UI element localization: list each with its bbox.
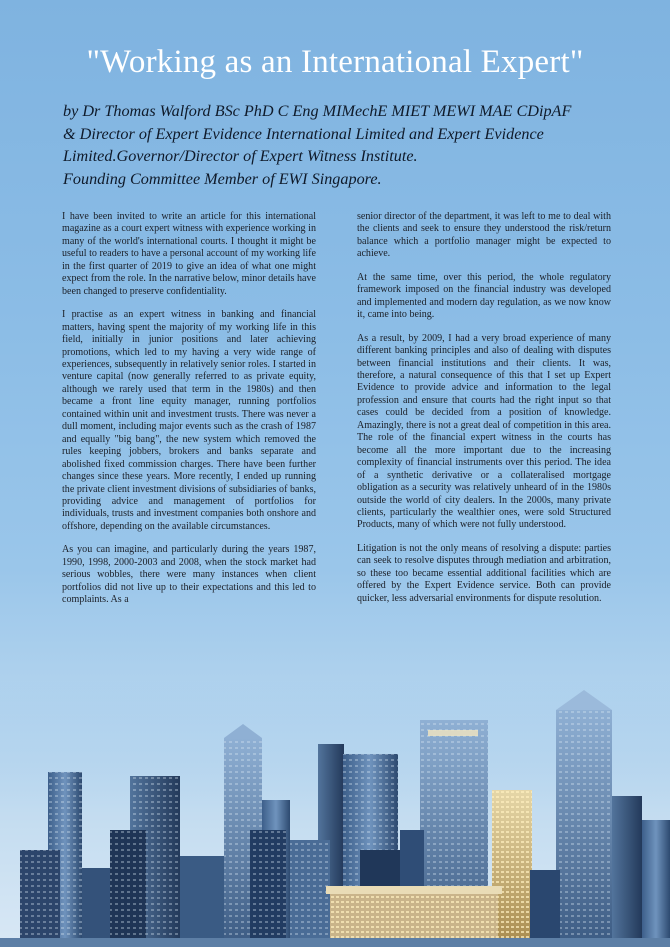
body-paragraph: senior director of the department, it was left to me to deal with the clients and seek to ensure they understood the risk/return balance which a portfolio manager might be expected to achieve. (357, 211, 611, 260)
body-paragraph: I practise as an expert witness in banking and financial matters, having spent the majority of my working life in this field, initially in junior positions and later achieving promotions, which led to my having a very wide range of experiences, subsequently in relatively senior roles. I started in venture capital (now generally referred to as private equity, although we rarely used that term in the 1980s) and then became a front line equity manager, running portfolios contained within unit and investment trusts. There was never a dull moment, including major events such as the crash of 1987 and equally "big bang", the new system which removed the rules keeping jobbers, brokers and banks separate and abolished fixed commission charges. There have been further changes since these years. More recently, I ended up running the private client investment divisions of subsidiaries of banks, providing advice and management of portfolios for individuals, trusts and investment companies both onshore and offshore, depending on the available circumstances. (62, 309, 316, 532)
body-paragraph: As a result, by 2009, I had a very broad experience of many different banking principles and also of dealing with disputes between financial institutions and their clients. It was, therefore, a natural consequence of this that I set up Expert Evidence to provide advice and information to the legal profession and ensure that courts had the right input so that cases could be decided from a position of knowledge. Amazingly, there is not a great deal of competition in this area. The role of the financial expert witness in the courts has become all the more important due to the increasing complexity of financial instruments over this period. The idea of a synthetic derivative or a collateralised mortgage obligation as a security was relatively unheard of in the 1980s outside the world of city dealers. In the 2000s, many private clients, particularly the wealthier ones, were sold Structured Products, many of which were not fully understood. (357, 332, 611, 531)
city-skyline-image (0, 680, 670, 947)
byline-line: Founding Committee Member of EWI Singapore. (63, 169, 382, 188)
body-paragraph: At the same time, over this period, the whole regulatory framework imposed on the financial industry was developed and implemented and modern day regulation, as we now know it, came into being. (357, 271, 611, 321)
article-column-right (357, 211, 611, 616)
byline-line: by Dr Thomas Walford BSc PhD C Eng MIMechE MIET MEWI MAE CDipAF (63, 102, 572, 120)
body-paragraph: As you can imagine, and particularly during the years 1987, 1990, 1998, 2000-2003 and 2008, when the stock market had serious wobbles, there were many instances when client portfolios did not live up to their expectations and this led to complaints. As a (62, 544, 316, 606)
body-paragraph: Litigation is not the only means of resolving a dispute: parties can seek to resolve disputes through mediation and arbitration, so these too became essential additional facilities which are offered by the Expert Evidence service. Both can provide quicker, less adversarial environments for dispute resolution. (357, 542, 611, 604)
author-byline (63, 100, 643, 190)
byline-line: & Director of Expert Evidence International Limited and Expert Evidence (63, 124, 544, 143)
byline-line: Limited.Governor/Director of Expert Witness Institute. (63, 147, 418, 165)
article-title: "Working as an International Expert" (86, 44, 584, 80)
article-column-left (62, 211, 316, 618)
body-paragraph: I have been invited to write an article for this international magazine as a court expert witness with experience working in many of the world's international courts. I thought it might be useful to readers to have a personal account of my working life in the first quarter of 2019 to give an idea of what one might expect from the role. In the narrative below, minor details have been changed to preserve confidentiality. (62, 211, 316, 297)
